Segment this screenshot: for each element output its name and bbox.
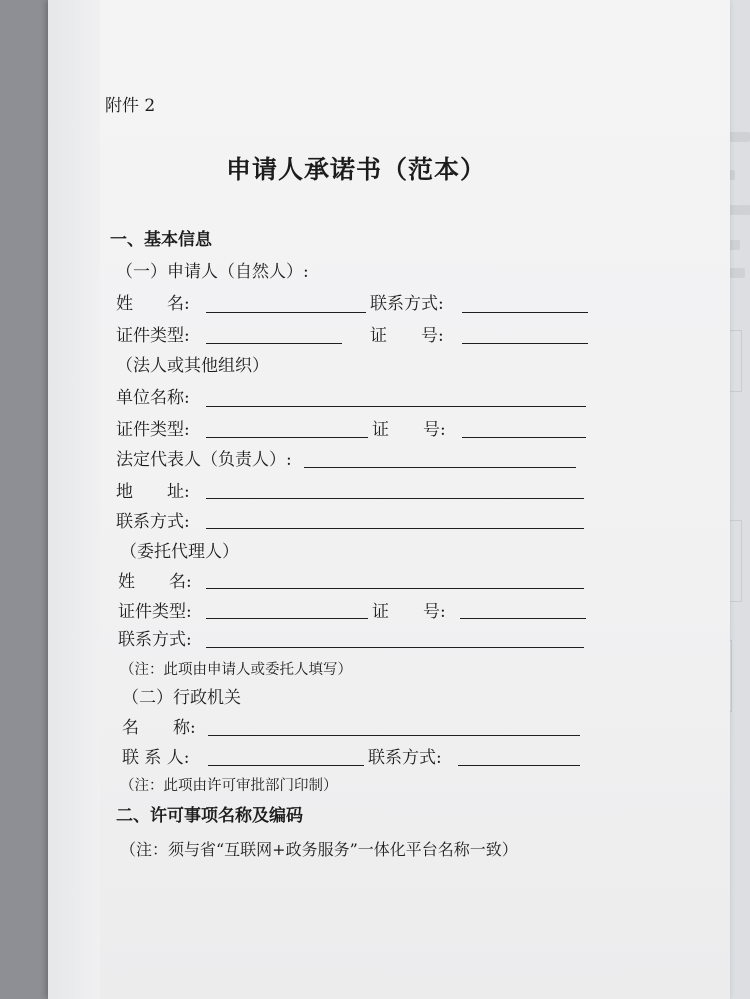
lp-unit-label: 单位名称: xyxy=(116,388,190,408)
np-id-no-label: 证 号: xyxy=(370,326,444,346)
np-id-type-field[interactable] xyxy=(206,343,342,344)
lp-unit-field[interactable] xyxy=(206,406,586,407)
agency-name-label: 名 称: xyxy=(122,718,196,738)
lp-address-label: 地 址: xyxy=(116,482,190,502)
lp-rep-field[interactable] xyxy=(304,467,576,468)
lp-id-type-label: 证件类型: xyxy=(116,420,190,440)
agency-heading: （二）行政机关 xyxy=(122,688,241,708)
agency-name-field[interactable] xyxy=(208,735,580,736)
agent-id-type-label: 证件类型: xyxy=(118,602,192,622)
lp-id-type-field[interactable] xyxy=(206,437,368,438)
agent-id-type-field[interactable] xyxy=(206,618,368,619)
attachment-label: 附件 2 xyxy=(105,96,156,116)
agency-contact-person-field[interactable] xyxy=(208,765,364,766)
agent-id-no-label: 证 号: xyxy=(372,602,446,622)
agency-contact-field[interactable] xyxy=(458,765,580,766)
document-title: 申请人承诺书（范本） xyxy=(226,155,487,184)
section-basic-info: 一、基本信息 xyxy=(110,230,212,250)
np-contact-field[interactable] xyxy=(462,312,588,313)
lp-id-no-label: 证 号: xyxy=(372,420,446,440)
lp-contact-label: 联系方式: xyxy=(116,512,190,532)
np-id-no-field[interactable] xyxy=(462,343,588,344)
legal-person-heading: （法人或其他组织） xyxy=(116,356,269,376)
np-id-type-label: 证件类型: xyxy=(116,326,190,346)
agent-id-no-field[interactable] xyxy=(460,618,586,619)
document-sheet xyxy=(48,0,730,999)
agent-name-label: 姓 名: xyxy=(118,572,192,592)
lp-id-no-field[interactable] xyxy=(462,437,586,438)
agency-contact-label: 联系方式: xyxy=(368,748,442,768)
agent-contact-field[interactable] xyxy=(206,647,584,648)
np-contact-label: 联系方式: xyxy=(370,294,444,314)
agent-contact-label: 联系方式: xyxy=(118,630,192,650)
lp-contact-field[interactable] xyxy=(206,528,584,529)
lp-address-field[interactable] xyxy=(206,498,584,499)
note-applicant: （注：此项由申请人或委托人填写） xyxy=(120,662,352,678)
np-name-field[interactable] xyxy=(206,312,366,313)
natural-person-heading: （一）申请人（自然人）: xyxy=(116,262,309,282)
lp-rep-label: 法定代表人（负责人）: xyxy=(116,450,292,470)
agency-contact-person-label: 联 系 人: xyxy=(122,748,190,768)
np-name-label: 姓 名: xyxy=(116,294,190,314)
agent-name-field[interactable] xyxy=(206,588,584,589)
note-platform-name: （注：须与省“互联网+政务服务”一体化平台名称一致） xyxy=(120,840,518,859)
note-agency: （注：此项由许可审批部门印制） xyxy=(120,778,338,794)
section-permit-item: 二、许可事项名称及编码 xyxy=(116,806,303,826)
agent-heading: （委托代理人） xyxy=(120,542,239,562)
